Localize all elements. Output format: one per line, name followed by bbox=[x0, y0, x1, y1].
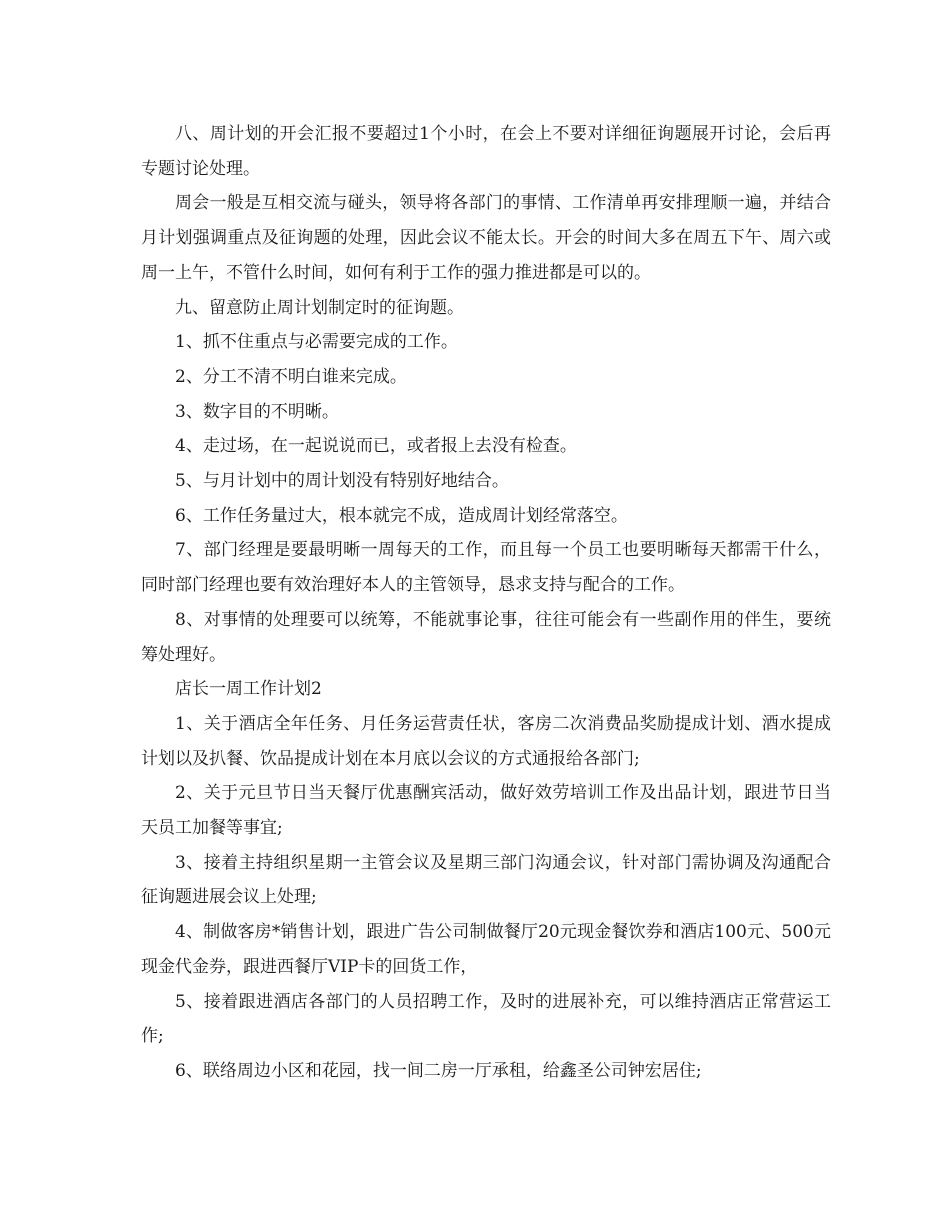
list-item-2: 2、分工不清不明白谁来完成。 bbox=[175, 366, 407, 387]
plan-item-1: 1、关于酒店全年任务、月任务运营责任状，客房二次消费品奖励提成计划、酒水提成计划以及扒餐、饮品提成计划在本月底以会议的方式通报给各部门; bbox=[141, 713, 831, 769]
document-body bbox=[141, 117, 831, 1089]
paragraph-item-8-meeting-duration: 八、周计划的开会汇报不要超过1个小时，在会上不要对详细征询题展开讨论，会后再专题讨论处理。 bbox=[141, 124, 831, 179]
plan-item-6: 6、联络周边小区和花园，找一间二房一厅承租，给鑫圣公司钟宏居住; bbox=[175, 1060, 702, 1081]
list-item-7: 7、部门经理是要最明晰一周每天的工作，而且每一个员工也要明晰每天都需干什么，同时部门经理也要有效治理好本人的主管领导，恳求支持与配合的工作。 bbox=[141, 540, 831, 596]
list-item-5: 5、与月计划中的周计划没有特别好地结合。 bbox=[175, 471, 509, 492]
plan-item-2: 2、关于元旦节日当天餐厅优惠酬宾活动，做好效劳培训工作及出品计划，跟进节日当天员工加餐等事宜; bbox=[141, 783, 831, 839]
list-item-3: 3、数字目的不明晰。 bbox=[175, 401, 339, 422]
list-item-8: 8、对事情的处理要可以统筹，不能就事论事，往往可能会有一些副作用的伴生，要统筹处理好。 bbox=[141, 609, 831, 665]
plan-item-5: 5、接着跟进酒店各部门的人员招聘工作，及时的进展补充，可以维持酒店正常营运工作; bbox=[141, 991, 831, 1047]
list-item-4: 4、走过场，在一起说说而已，或者报上去没有检查。 bbox=[175, 436, 577, 457]
plan-item-3: 3、接着主持组织星期一主管会议及星期三部门沟通会议，针对部门需协调及沟通配合征询题进展会议上处理; bbox=[141, 852, 831, 908]
list-item-6: 6、工作任务量过大，根本就完不成，造成周计划经常落空。 bbox=[175, 505, 628, 526]
section-title-plan-2: 店长一周工作计划2 bbox=[175, 679, 322, 700]
paragraph-weekly-meeting: 周会一般是互相交流与碰头，领导将各部门的事情、工作清单再安排理顺一遍，并结合月计划强调重点及征询题的处理，因此会议不能太长。开会的时间大多在周五下午、周六或周一上午，不管什么时间，如何有利于工作的强力推进都是可以的。 bbox=[141, 193, 831, 283]
list-item-1: 1、抓不住重点与必需要完成的工作。 bbox=[175, 332, 458, 353]
paragraph-item-9-heading: 九、留意防止周计划制定时的征询题。 bbox=[175, 297, 464, 318]
plan-item-4: 4、制做客房*销售计划，跟进广告公司制做餐厅20元现金餐饮券和酒店100元、500元现金代金券，跟进西餐厅VIP卡的回货工作， bbox=[141, 922, 831, 977]
